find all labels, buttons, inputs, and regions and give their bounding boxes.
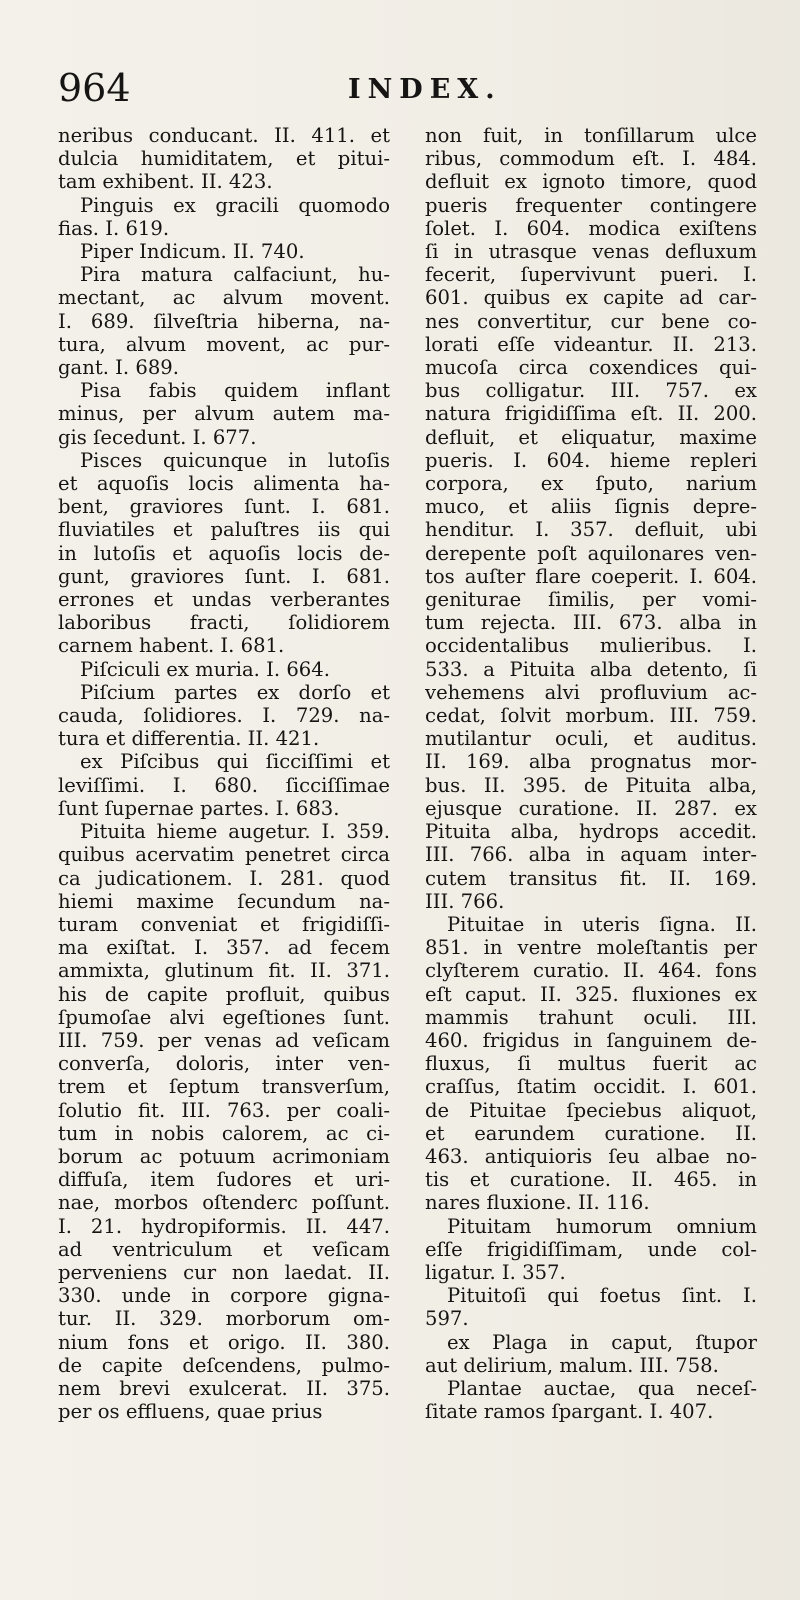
index-line: Pinguis ex gracili quomodo — [80, 193, 390, 217]
index-line: Pituita alba, hydrops accedit. — [425, 820, 757, 844]
index-line: Plantae auctae, qua neceſ- — [447, 1376, 757, 1400]
index-line: 597. — [425, 1307, 469, 1331]
index-line: 533. a Pituita alba detento, ſi — [425, 657, 757, 681]
running-head: INDEX. — [348, 74, 502, 105]
index-line: fecerit, ſupervivunt pueri. I. — [425, 263, 757, 287]
index-line: bus colligatur. III. 757. ex — [425, 379, 757, 403]
index-line: pueris frequenter contingere — [425, 193, 757, 217]
index-line: cutem transitus fit. II. 169. — [425, 866, 757, 890]
index-line: neribus conducant. II. 411. et — [58, 124, 390, 147]
index-line: aut delirium, malum. III. 758. — [425, 1353, 719, 1377]
page-number: 964 — [58, 66, 131, 110]
index-line: gis ſecedunt. I. 677. — [58, 425, 257, 449]
index-line: Pituitam humorum omnium — [447, 1214, 757, 1238]
index-line: vehemens alvi profluvium ac- — [425, 680, 757, 704]
index-line: Pisces quicunque in lutoſis — [80, 448, 390, 472]
index-line: carnem habent. I. 681. — [58, 634, 285, 658]
index-line: clyſterem curatio. II. 464. fons — [425, 959, 757, 983]
index-line: converſa, doloris, inter ven- — [58, 1052, 390, 1076]
index-line: 463. antiquioris ſeu albae no- — [425, 1144, 757, 1168]
index-line: tos auſter flare coeperit. I. 604. — [425, 564, 757, 588]
index-line: Pituita hieme augetur. I. 359. — [80, 820, 390, 844]
index-line: Piſciculi ex muria. I. 664. — [80, 657, 330, 681]
index-line: tum in nobis calorem, ac ci- — [58, 1121, 390, 1145]
index-line: et aquoſis locis alimenta ha- — [58, 472, 390, 496]
index-line: muco, et aliis ſignis depre- — [425, 495, 757, 519]
index-line: tis et curatione. II. 465. in — [425, 1168, 757, 1192]
index-line: III. 759. per venas ad veſicam — [58, 1028, 390, 1052]
index-line: Pituitae in uteris ſigna. II. — [447, 912, 757, 936]
index-line: corpora, ex ſputo, narium — [425, 472, 757, 496]
index-line: fluxus, ſi multus fuerit ac — [425, 1052, 757, 1076]
index-line: turam conveniat et frigidiſſi- — [58, 912, 390, 936]
index-line: gant. I. 689. — [58, 356, 179, 380]
index-line: mutilantur oculi, et auditus. — [425, 727, 757, 751]
index-line: nium fons et origo. II. 380. — [58, 1330, 390, 1354]
index-line: et earundem curatione. II. — [425, 1121, 757, 1145]
index-line: ammixta, glutinum fit. II. 371. — [58, 959, 390, 983]
index-line: cauda, ſolidiores. I. 729. na- — [58, 704, 390, 728]
index-line: defluit, et eliquatur, maxime — [425, 425, 757, 449]
index-line: cedat, ſolvit morbum. III. 759. — [425, 704, 757, 728]
index-line: tura et differentia. II. 421. — [58, 727, 320, 751]
index-line: diffuſa, item ſudores et uri- — [58, 1168, 390, 1192]
index-line: ma exiſtat. I. 357. ad fecem — [58, 936, 390, 960]
index-line: ſolutio fit. III. 763. per coali- — [58, 1098, 390, 1122]
index-line: 851. in ventre moleſtantis per — [425, 936, 757, 960]
index-line: I. 21. hydropiformis. II. 447. — [58, 1214, 390, 1238]
index-line: I. 689. ſilveſtria hiberna, na- — [58, 309, 390, 333]
index-line: lorati eſſe videantur. II. 213. — [425, 332, 757, 356]
index-line: his de capite profluit, quibus — [58, 982, 390, 1006]
index-line: Piper Indicum. II. 740. — [80, 240, 305, 264]
index-line: quibus acervatim penetret circa — [58, 843, 390, 867]
index-line: craſſus, ſtatim occidit. I. 601. — [425, 1075, 757, 1099]
index-line: per os effluens, quae prius — [58, 1400, 323, 1424]
index-line: ex Piſcibus qui ſicciſſimi et — [80, 750, 390, 774]
index-line: Pisa fabis quidem inflant — [80, 379, 390, 403]
index-line: nae, morbos oſtenderc poſſunt. — [58, 1191, 390, 1215]
index-line: errones et undas verberantes — [58, 588, 390, 612]
index-line: hiemi maxime ſecundum na- — [58, 889, 390, 913]
index-line: ribus, commodum eſt. I. 484. — [425, 147, 757, 171]
index-line: fluviatiles et paluſtres iis qui — [58, 518, 390, 542]
index-line: borum ac potuum acrimoniam — [58, 1144, 390, 1168]
left-column — [58, 124, 390, 1423]
index-line: derepente poſt aquilonares ven- — [425, 541, 757, 565]
index-line: eſſe frigidiſſimam, unde col- — [425, 1237, 757, 1261]
index-line: henditur. I. 357. defluit, ubi — [425, 518, 757, 542]
index-line: 601. quibus ex capite ad car- — [425, 286, 757, 310]
index-line: nes convertitur, cur bene co- — [425, 309, 757, 333]
index-line: leviſſimi. I. 680. ſicciſſimae — [58, 773, 390, 797]
index-line: III. 766. — [425, 889, 505, 913]
index-line: geniturae ſimilis, per vomi- — [425, 588, 757, 612]
index-line: in lutoſis et aquoſis locis de- — [58, 541, 390, 565]
index-line: Pituitoſi qui foetus ſint. I. — [447, 1284, 757, 1308]
index-line: 330. unde in corpore gigna- — [58, 1284, 390, 1308]
index-line: fias. I. 619. — [58, 216, 170, 240]
index-line: bus. II. 395. de Pituita alba, — [425, 773, 757, 797]
index-line: ex Plaga in caput, ſtupor — [447, 1330, 757, 1354]
index-line: ſitate ramos ſpargant. I. 407. — [425, 1400, 714, 1424]
index-line: ſolet. I. 604. modica exiſtens — [425, 216, 757, 240]
index-line: defluit ex ignoto timore, quod — [425, 170, 757, 194]
index-line: trem et ſeptum transverſum, — [58, 1075, 390, 1099]
index-line: perveniens cur non laedat. II. — [58, 1260, 390, 1284]
index-line: nem brevi exulcerat. II. 375. — [58, 1376, 390, 1400]
index-line: ſi in utrasque venas defluxum — [425, 240, 757, 264]
page-header — [58, 66, 760, 116]
index-line: ſpumoſae alvi egeſtiones ſunt. — [58, 1005, 390, 1029]
index-line: 460. frigidus in ſanguinem de- — [425, 1028, 757, 1052]
index-line: laboribus fracti, ſolidiorem — [58, 611, 390, 635]
index-line: tur. II. 329. morborum om- — [58, 1307, 390, 1331]
index-line: tam exhibent. II. 423. — [58, 170, 273, 194]
index-line: minus, per alvum autem ma- — [58, 402, 390, 426]
index-line: Pira matura calfaciunt, hu- — [80, 263, 390, 287]
index-line: III. 766. alba in aquam inter- — [425, 843, 757, 867]
index-line: mectant, ac alvum movent. — [58, 286, 390, 310]
index-line: gunt, graviores ſunt. I. 681. — [58, 564, 390, 588]
index-line: bent, graviores ſunt. I. 681. — [58, 495, 390, 519]
index-line: non fuit, in tonſillarum ulce — [425, 124, 757, 147]
index-line: tum rejecta. III. 673. alba in — [425, 611, 757, 635]
index-line: pueris. I. 604. hieme repleri — [425, 448, 757, 472]
index-line: ejusque curatione. II. 287. ex — [425, 796, 757, 820]
index-line: ſunt ſupernae partes. I. 683. — [58, 796, 340, 820]
index-line: ligatur. I. 357. — [425, 1260, 566, 1284]
index-line: II. 169. alba prognatus mor- — [425, 750, 757, 774]
index-line: mucoſa circa coxendices qui- — [425, 356, 757, 380]
index-line: de capite deſcendens, pulmo- — [58, 1353, 390, 1377]
index-line: nares fluxione. II. 116. — [425, 1191, 650, 1215]
right-column — [425, 124, 757, 1423]
index-line: ad ventriculum et veſicam — [58, 1237, 390, 1261]
index-line: eſt caput. II. 325. fluxiones ex — [425, 982, 757, 1006]
index-line: de Pituitae ſpeciebus aliquot, — [425, 1098, 757, 1122]
index-line: occidentalibus mulieribus. I. — [425, 634, 757, 658]
index-line: dulcia humiditatem, et pitui- — [58, 147, 390, 171]
index-line: natura frigidiſſima eſt. II. 200. — [425, 402, 757, 426]
index-line: mammis trahunt oculi. III. — [425, 1005, 757, 1029]
index-line: ca judicationem. I. 281. quod — [58, 866, 390, 890]
index-line: Piſcium partes ex dorſo et — [80, 680, 390, 704]
index-line: tura, alvum movent, ac pur- — [58, 332, 390, 356]
